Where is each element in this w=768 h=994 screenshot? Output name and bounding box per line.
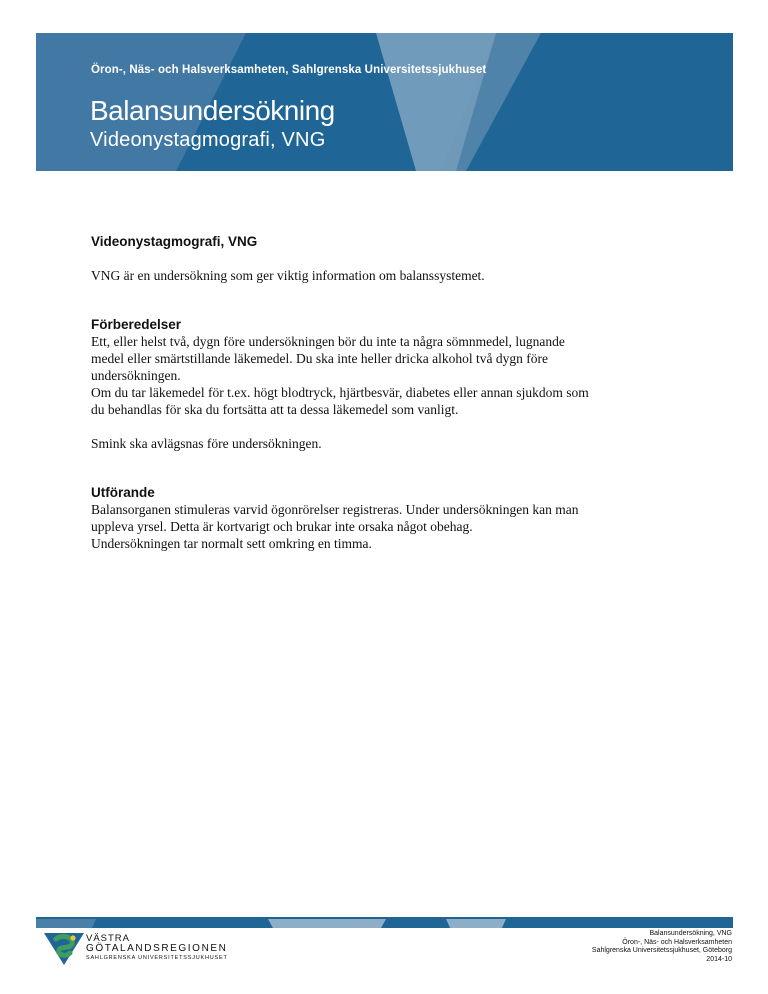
footer-info [592,930,732,964]
organization-name: Öron-, Näs- och Halsverksamheten, Sahlgrenska Universitetssjukhuset [91,64,487,76]
preparations-line: medel eller smärtstillande läkemedel. Du ska inte heller dricka alkohol två dygn före [91,351,548,366]
logo-text-hospital: SAHLGRENSKA UNIVERSITETSSJUKHUSET [86,955,228,961]
section-main-heading: Videonystagmografi, VNG [91,234,258,249]
preparations-heading: Förberedelser [91,317,182,332]
vgr-logo-icon [44,931,84,965]
preparations-line: Om du tar läkemedel för t.ex. högt blodtryck, hjärtbesvär, diabetes eller annan sjukdom som [91,385,589,400]
procedure-line: Undersökningen tar normalt sett omkring en timma. [91,536,372,551]
footer-date: 2014-10 [706,955,732,963]
preparations-line: undersökningen. [91,368,181,383]
preparations-line: du behandlas för ska du fortsätta att ta dessa läkemedel som vanligt. [91,402,459,417]
procedure-heading: Utförande [91,485,155,500]
logo-text-vastra: VÄSTRA [86,933,131,944]
footer-bar [36,917,733,928]
intro-paragraph: VNG är en undersökning som ger viktig information om balanssystemet. [91,268,485,283]
header-banner [36,33,733,171]
preparations-line: Ett, eller helst två, dygn före undersökningen bör du inte ta några sömnmedel, lugnande [91,334,565,349]
vgr-logo [44,931,244,967]
document-body [91,234,691,552]
page-title: Balansundersökning [90,95,335,126]
procedure-line: Balansorganen stimuleras varvid ögonrörelser registreras. Under undersökningen kan man [91,502,579,517]
makeup-note: Smink ska avlägsnas före undersökningen. [91,436,322,451]
footer-doc-title: Balansundersökning, VNG [649,930,732,937]
procedure-line: uppleva yrsel. Detta är kortvarigt och brukar inte orsaka något obehag. [91,519,473,534]
footer-department: Öron-, Näs- och Halsverksamheten [622,938,732,946]
footer-decoration [36,919,733,928]
page-subtitle: Videonystagmografi, VNG [90,129,326,151]
logo-text-region: GÖTALANDSREGIONEN [86,943,228,954]
footer-hospital: Sahlgrenska Universitetssjukhuset, Göteborg [591,947,732,954]
